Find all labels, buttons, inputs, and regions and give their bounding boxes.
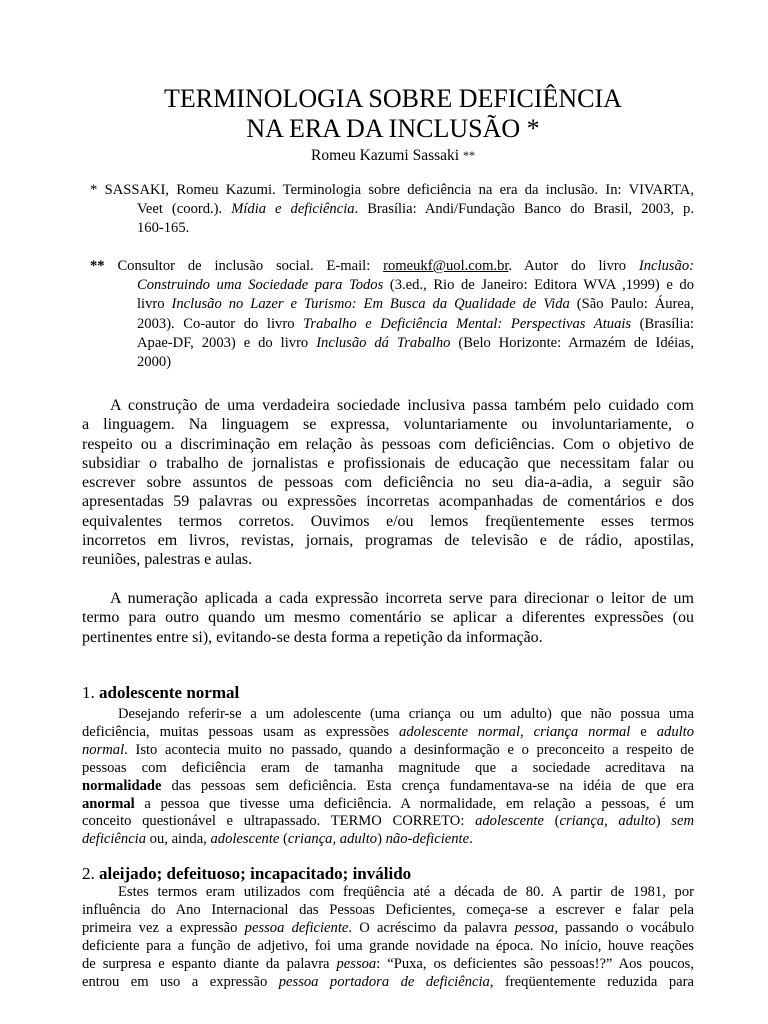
document-title-line-1: TERMINOLOGIA SOBRE DEFICIÊNCIA bbox=[164, 84, 622, 113]
paragraph-line: termo para outro quando um mesmo comentário se aplicar a diferentes expressões (ou bbox=[82, 609, 694, 627]
body-line: conceito questionável e ultrapassado. TERMO CORRETO: adolescente (criança, adulto) sem bbox=[82, 813, 694, 830]
section-heading-1 bbox=[82, 683, 239, 703]
author-note-line: 2003). Co-autor do livro Trabalho e Deficiência Mental: Perspectivas Atuais (Brasília: bbox=[137, 315, 694, 332]
paragraph-line: equivalentes termos corretos. Ouvimos e/ou lemos freqüentemente esses termos bbox=[82, 512, 694, 530]
paragraph-line: subsidiar o trabalho de jornalistas e profissionais de educação que necessitam falar ou bbox=[82, 454, 694, 472]
paragraph-line: apresentadas 59 palavras ou expressões incorretas acompanhadas de comentários e dos bbox=[82, 493, 694, 511]
paragraph-line: incorretos em livros, revistas, jornais, programas de televisão e de rádio, apostilas, bbox=[82, 531, 694, 549]
document-title-line-2: NA ERA DA INCLUSÃO * bbox=[246, 114, 540, 143]
author-note-line: ** Consultor de inclusão social. E-mail: romeukf@uol.com.br. Autor do livro Inclusão: bbox=[90, 258, 694, 274]
body-line: normalidade das pessoas sem deficiência. Esta crença fundamentava-se na idéia de que era bbox=[82, 777, 694, 794]
body-line: anormal a pessoa que tivesse uma deficiência. A normalidade, em relação a pessoas, é um bbox=[82, 795, 694, 812]
section-2-body bbox=[82, 884, 694, 991]
section-1-body bbox=[82, 706, 694, 849]
body-line: Desejando referir-se a um adolescente (uma criança ou um adulto) que não possua uma bbox=[118, 706, 694, 722]
section-label: aleijado; defeituoso; incapacitado; inválido bbox=[99, 864, 412, 883]
author-footnote-marker: ** bbox=[462, 148, 475, 162]
citation-line: 160-165. bbox=[137, 220, 190, 237]
author-name: Romeu Kazumi Sassaki bbox=[311, 147, 460, 164]
author-note-line: Construindo uma Sociedade para Todos (3.ed., Rio de Janeiro: Editora WVA ,1999) e do bbox=[137, 277, 694, 294]
author-note-line: Apae-DF, 2003) e do livro Inclusão dá Trabalho (Belo Horizonte: Armazém de Idéias, bbox=[137, 334, 694, 351]
body-line: deficiência, muitas pessoas usam as expressões adolescente normal, criança normal e adulto bbox=[82, 723, 695, 740]
body-line: de surpresa e espanto diante da palavra pessoa: “Puxa, os deficientes são pessoas!?” Aos poucos, bbox=[82, 955, 694, 972]
author-line bbox=[0, 147, 768, 165]
citation-note bbox=[90, 181, 694, 239]
body-line: pessoas com deficiência eram de tamanha magnitude que a sociedade acreditava na bbox=[82, 759, 694, 776]
paragraph-line: A numeração aplicada a cada expressão incorreta serve para direcionar o leitor de um bbox=[110, 590, 694, 607]
email-link[interactable]: romeukf@uol.com.br bbox=[383, 258, 509, 274]
citation-line: Veet (coord.). Mídia e deficiência. Brasília: Andi/Fundação Banco do Brasil, 2003, p. bbox=[137, 201, 694, 218]
body-line: entrou em uso a expressão pessoa portadora de deficiência, freqüentemente reduzida para bbox=[82, 973, 694, 990]
paragraph-line: reuniões, palestras e aulas. bbox=[82, 551, 253, 568]
body-line: primeira vez a expressão pessoa deficiente. O acréscimo da palavra pessoa, passando o vocábulo bbox=[82, 919, 694, 936]
intro-paragraph bbox=[82, 396, 694, 569]
numbering-paragraph bbox=[82, 589, 694, 647]
paragraph-line: a linguagem. Na linguagem se expressa, voluntariamente ou involuntariamente, o bbox=[82, 416, 694, 434]
author-note bbox=[90, 257, 694, 372]
section-number: 2. bbox=[82, 864, 95, 883]
citation-line: * SASSAKI, Romeu Kazumi. Terminologia sobre deficiência na era da inclusão. In: VIVARTA, bbox=[90, 182, 694, 198]
body-line: deficiente para a função de adjetivo, foi uma grande novidade na época. No início, houve reações bbox=[82, 937, 694, 954]
paragraph-line: respeito ou a discriminação em relação às pessoas com deficiências. Com o objetivo de bbox=[82, 435, 694, 453]
paragraph-line: A construção de uma verdadeira sociedade inclusiva passa também pelo cuidado com bbox=[110, 397, 694, 414]
body-line: deficiência ou, ainda, adolescente (criança, adulto) não-deficiente. bbox=[82, 831, 473, 848]
body-line: influência do Ano Internacional das Pessoas Deficientes, começa-se a escrever e falar pela bbox=[82, 901, 694, 918]
section-heading-2 bbox=[82, 864, 411, 884]
author-note-line: livro Inclusão no Lazer e Turismo: Em Busca da Qualidade de Vida (São Paulo: Áurea, bbox=[137, 296, 695, 313]
body-line: normal. Isto acontecia muito no passado, quando a desinformação e o preconceito a respeito de bbox=[82, 741, 694, 758]
paragraph-line: escrever sobre assuntos de pessoas com deficiência no seu dia-a-adia, a seguir são bbox=[82, 474, 694, 491]
section-label: adolescente normal bbox=[99, 683, 240, 702]
author-note-line: 2000) bbox=[137, 354, 172, 371]
body-line: Estes termos eram utilizados com freqüência até a década de 80. A partir de 1981, por bbox=[118, 884, 694, 900]
section-number: 1. bbox=[82, 683, 95, 702]
paragraph-line: pertinentes entre si), evitando-se desta forma a repetição da informação. bbox=[82, 628, 543, 646]
